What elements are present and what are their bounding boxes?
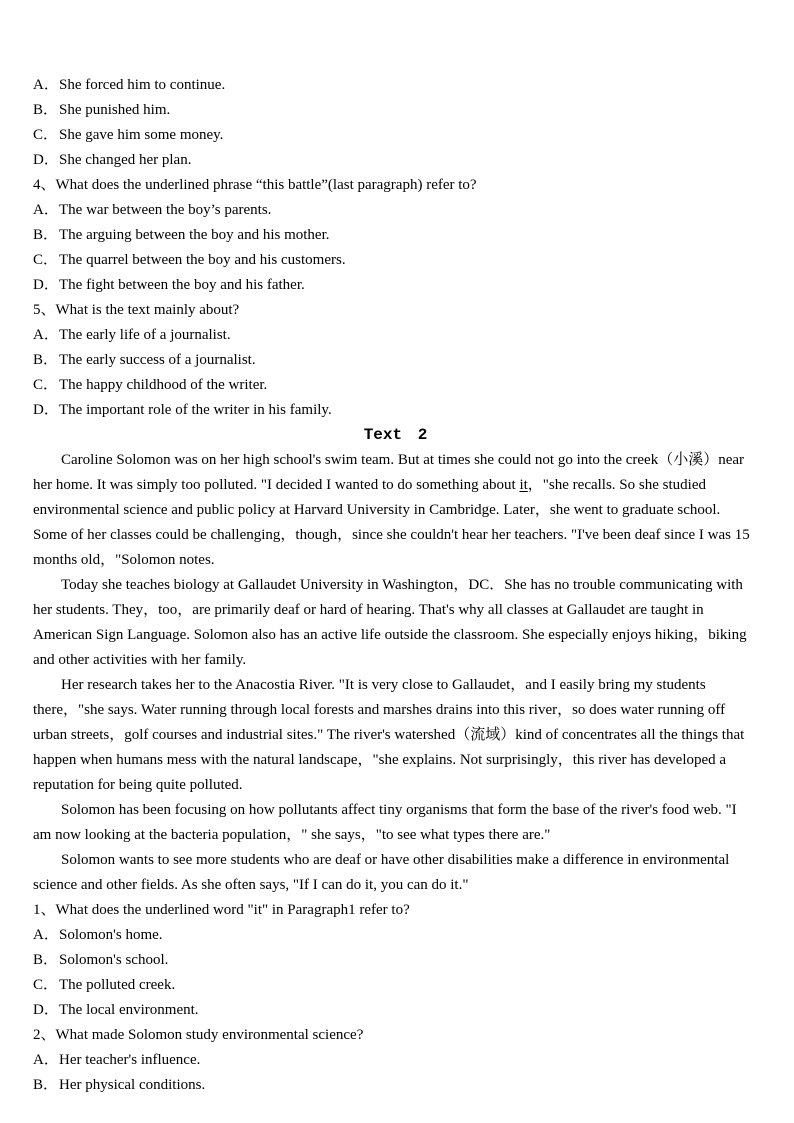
passage-paragraph: Solomon has been focusing on how pollutants affect tiny organisms that form the base of the river's food web. "I am now looking at the bacteria population，" she says，"to see what types there are." <box>33 802 737 843</box>
option-text: The polluted creek. <box>59 977 176 993</box>
option-text: The early success of a journalist. <box>59 352 256 368</box>
option-text: She changed her plan. <box>59 152 192 168</box>
option-label: D． <box>33 277 59 293</box>
question-stem: What made Solomon study environmental science? <box>55 1027 364 1043</box>
option-line <box>33 973 758 998</box>
question-number: 4、 <box>33 177 56 193</box>
option-label: A． <box>33 202 59 218</box>
paragraph-text: ，"she recalls. So she studied environmental science and public policy at Harvard University in Cambridge. Later，she went to graduate school. Some of her classes could be challenging，though，since she couldn't hear her teachers. "I've been deaf since I was 15 months old，"Solomon notes. <box>33 477 750 568</box>
option-line <box>33 123 758 148</box>
option-label: C． <box>33 127 59 143</box>
option-line <box>33 373 758 398</box>
option-text: The local environment. <box>59 1002 199 1018</box>
option-label: D． <box>33 402 59 418</box>
option-line <box>33 273 758 298</box>
question-number: 2、 <box>33 1027 56 1043</box>
option-line <box>33 398 758 423</box>
option-label: D． <box>33 1002 59 1018</box>
option-text: The fight between the boy and his father. <box>59 277 305 293</box>
option-label: B． <box>33 352 59 368</box>
option-line <box>33 223 758 248</box>
option-label: A． <box>33 327 59 343</box>
option-line <box>33 948 758 973</box>
option-text: Solomon's school. <box>59 952 169 968</box>
option-text: The arguing between the boy and his mother. <box>59 227 330 243</box>
option-line <box>33 323 758 348</box>
option-text: She gave him some money. <box>59 127 224 143</box>
question-stem: What does the underlined phrase “this battle”(last paragraph) refer to? <box>55 177 477 193</box>
question-line <box>33 898 758 923</box>
option-line <box>33 248 758 273</box>
option-text: The happy childhood of the writer. <box>59 377 268 393</box>
passage-paragraph: Her research takes her to the Anacostia River. "It is very close to Gallaudet，and I easily bring my students there，"she says. Water running through local forests and marshes drains into this river，so does water running off urban streets，golf courses and industrial sites." The river's watershed（流域）kind of concentrates all the things that happen when humans mess with the natural landscape，"she explains. Not surprisingly，this river has developed a reputation for being quite polluted. <box>33 677 745 793</box>
option-label: A． <box>33 927 59 943</box>
option-label: B． <box>33 102 59 118</box>
option-line <box>33 73 758 98</box>
option-label: C． <box>33 377 59 393</box>
underlined-word: it <box>519 477 528 493</box>
option-text: Her teacher's influence. <box>59 1052 201 1068</box>
option-line <box>33 1048 758 1073</box>
question-number: 5、 <box>33 302 56 318</box>
option-line <box>33 923 758 948</box>
option-label: B． <box>33 227 59 243</box>
option-label: C． <box>33 252 59 268</box>
option-line <box>33 1073 758 1098</box>
question-stem: What is the text mainly about? <box>55 302 240 318</box>
option-text: The important role of the writer in his family. <box>59 402 332 418</box>
option-text: The war between the boy’s parents. <box>59 202 272 218</box>
option-line <box>33 198 758 223</box>
option-text: Her physical conditions. <box>59 1077 206 1093</box>
option-line <box>33 348 758 373</box>
option-label: A． <box>33 77 59 93</box>
option-label: D． <box>33 152 59 168</box>
option-text: She forced him to continue. <box>59 77 226 93</box>
passage-paragraph: Solomon wants to see more students who are deaf or have other disabilities make a difference in environmental science and other fields. As she often says, "If I can do it, you can do it." <box>33 852 730 893</box>
option-label: C． <box>33 977 59 993</box>
option-text: Solomon's home. <box>59 927 163 943</box>
option-text: The quarrel between the boy and his customers. <box>59 252 346 268</box>
option-text: The early life of a journalist. <box>59 327 231 343</box>
paragraph-text: Caroline Solomon was on her high school's swim team. But at times she could not go into the creek（小溪）near her home. It was simply too polluted. "I decided I wanted to do something about <box>33 452 745 493</box>
question-line <box>33 298 758 323</box>
passage-paragraph <box>33 448 758 573</box>
passage-title: Text 2 <box>363 426 428 444</box>
option-line <box>33 98 758 123</box>
question-line <box>33 173 758 198</box>
option-label: B． <box>33 952 59 968</box>
option-line <box>33 148 758 173</box>
option-label: A． <box>33 1052 59 1068</box>
option-label: B． <box>33 1077 59 1093</box>
question-line <box>33 1023 758 1048</box>
passage-paragraph: Today she teaches biology at Gallaudet University in Washington，DC．She has no trouble communicating with her students. They，too，are primarily deaf or hard of hearing. That's why all classes at Gallaudet are taught in American Sign Language. Solomon also has an active life outside the classroom. She especially enjoys hiking，biking and other activities with her family. <box>33 577 747 668</box>
question-stem: What does the underlined word "it" in Paragraph1 refer to? <box>55 902 410 918</box>
question-number: 1、 <box>33 902 56 918</box>
option-text: She punished him. <box>59 102 171 118</box>
option-line <box>33 998 758 1023</box>
